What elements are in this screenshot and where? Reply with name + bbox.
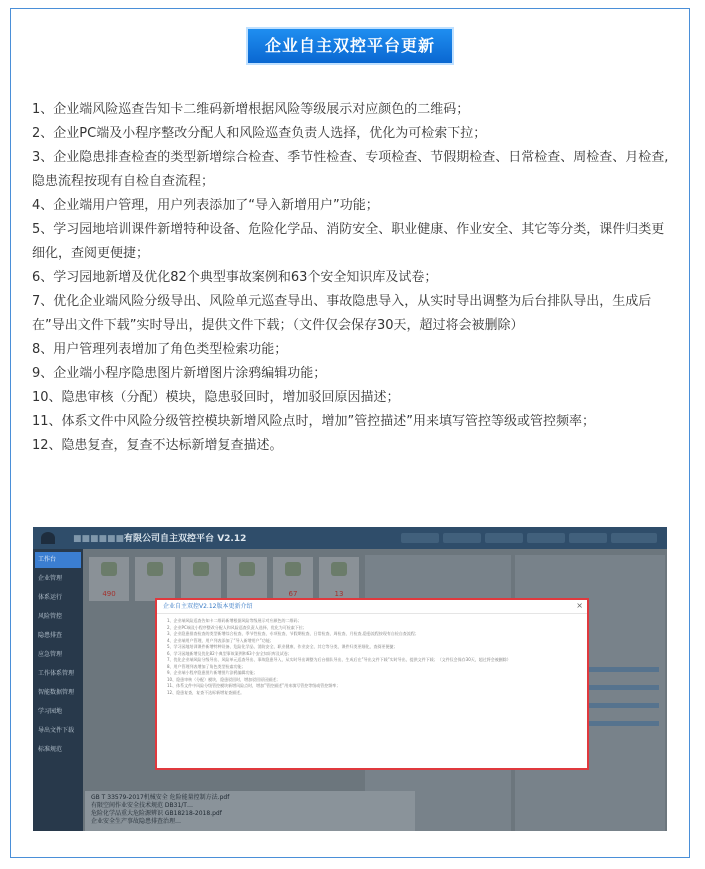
note-item: 11、体系文件中风险分级管控模块新增风险点时，增加”管控描述”用来填写管控等级或管控频率； [32,414,596,429]
note-item: 9、企业端小程序隐患图片新增图片涂鸦编辑功能； [32,366,327,381]
user-menu[interactable] [611,533,657,543]
app-title: ■■■■■■有限公司自主双控平台 V2.12 [73,534,247,544]
dialog-body: 1、企业端风险巡查告知卡二维码新增根据风险等级展示对应颜色的二维码； 2、企业PC端及小程序整改分配人和风险巡查负责人选择，优化为可检索下拉； 3、企业隐患排查检查的类型新增综合检查、季节性检查、专项检查、节假期检查、日常检查、周检查、月检查,隐患流程按现有自检自查流程； 4、企业端用户管理，用户列表添加了“导入新增用户”功能； 5、学习园地培训课件新增特种设备、危险化学品、消防安全、职业健康、作业安全、其它等分类，课件归类更细化，查阅更便捷； 6、学习园地新增及优化82个典型事故案例和63个安全知识库及试卷； 7、优化企业端风险分级导出、风险单元巡查导出、事故隐患导入，从实时导出调整为后台排队导出，生成后在”导出文件下载”实时导出，提供文件下载；（文件仅会保存30天，超过将会被删除） 8、用户管理列表增加了角色类型检索功能； 9、企业端小程序隐患图片新增图片涂鸦编辑功能； 10、隐患审核（分配）模块，隐患驳回时，增加驳回原因描述； 11、体系文件中风险分级管控模块新增风险点时，增加”管控描述”用来填写管控等级或管控频率； 12、隐患复查，复查不达标新增复查描述。 [167,618,511,695]
app-screenshot [33,527,667,831]
app-logo-icon [41,532,55,544]
note-item: 7、优化企业端风险分级导出、风险单元巡查导出、事故隐患导入，从实时导出调整为后台排队导出，生成后在”导出文件下载”实时导出，提供文件下载；（文件仅会保存30天，超过将会被删除） [32,294,652,333]
file-link[interactable]: 企业安全生产事故隐患排查治理… [91,818,182,825]
sidebar-item[interactable]: 体系运行 [38,594,63,601]
standards-file-list [85,791,415,831]
sidebar-item[interactable]: 智能数据管理 [38,689,75,696]
sidebar-item[interactable]: 企业管理 [38,575,63,582]
sidebar-item[interactable]: 隐患排查 [38,632,63,639]
note-item: 3、企业隐患排查检查的类型新增综合检查、季节性检查、专项检查、节假期检查、日常检查、周检查、月检查,隐患流程按现有自检自查流程； [32,150,669,189]
note-item: 12、隐患复查，复查不达标新增复查描述。 [32,438,283,453]
toolbar-button[interactable] [569,533,607,543]
update-notes [32,98,672,458]
cone-icon [101,562,117,576]
section-title-banner: 企业自主双控平台更新 [248,29,452,63]
toolbar-button[interactable] [527,533,565,543]
file-link[interactable]: 危险化学品重大危险源辨识 GB18218-2018.pdf [91,810,222,817]
sidebar-item[interactable]: 工作台 [35,552,81,568]
file-link[interactable]: GB T 33579-2017机械安全 危险能量控制方法.pdf [91,794,230,801]
note-item: 2、企业PC端及小程序整改分配人和风险巡查负责人选择，优化为可检索下拉； [32,126,487,141]
stat-card[interactable]: 490 [89,557,129,601]
stat-card[interactable] [181,557,221,601]
stat-card[interactable] [227,557,267,601]
dialog-title: 企业自主双控V2.12版本更新介绍 [157,600,587,614]
toolbar-button[interactable] [401,533,439,543]
note-item: 1、企业端风险巡查告知卡二维码新增根据风险等级展示对应颜色的二维码； [32,102,470,117]
app-topbar [33,527,667,549]
note-item: 4、企业端用户管理，用户列表添加了“导入新增用户”功能； [32,198,379,213]
people-icon [331,562,347,576]
note-item: 10、隐患审核（分配）模块，隐患驳回时，增加驳回原因描述； [32,390,400,405]
note-item: 6、学习园地新增及优化82个典型事故案例和63个安全知识库及试卷； [32,270,438,285]
file-link[interactable]: 有限空间作业安全技术规范 DB31/T… [91,802,193,809]
toolbar-button[interactable] [485,533,523,543]
stat-icon [193,562,209,576]
app-sidebar [33,549,83,831]
sidebar-item[interactable]: 应急管理 [38,651,63,658]
sidebar-item[interactable]: 导出文件下载 [38,727,75,734]
sidebar-item[interactable]: 学习园地 [38,708,63,715]
stat-icon [147,562,163,576]
note-item: 5、学习园地培训课件新增特种设备、危险化学品、消防安全、职业健康、作业安全、其它等分类，课件归类更细化，查阅更便捷； [32,222,665,261]
sidebar-item[interactable]: 工作体系管理 [38,670,75,677]
stat-card[interactable] [135,557,175,601]
close-icon[interactable]: × [576,601,583,610]
stat-icon [239,562,255,576]
toolbar-button[interactable] [443,533,481,543]
stat-card[interactable]: 13 [319,557,359,601]
update-notes-dialog [155,598,589,770]
sidebar-item[interactable]: 风险管控 [38,613,63,620]
stat-icon [285,562,301,576]
sidebar-item[interactable]: 标准规范 [38,746,63,753]
stat-card[interactable]: 67 [273,557,313,601]
note-item: 8、用户管理列表增加了角色类型检索功能； [32,342,288,357]
